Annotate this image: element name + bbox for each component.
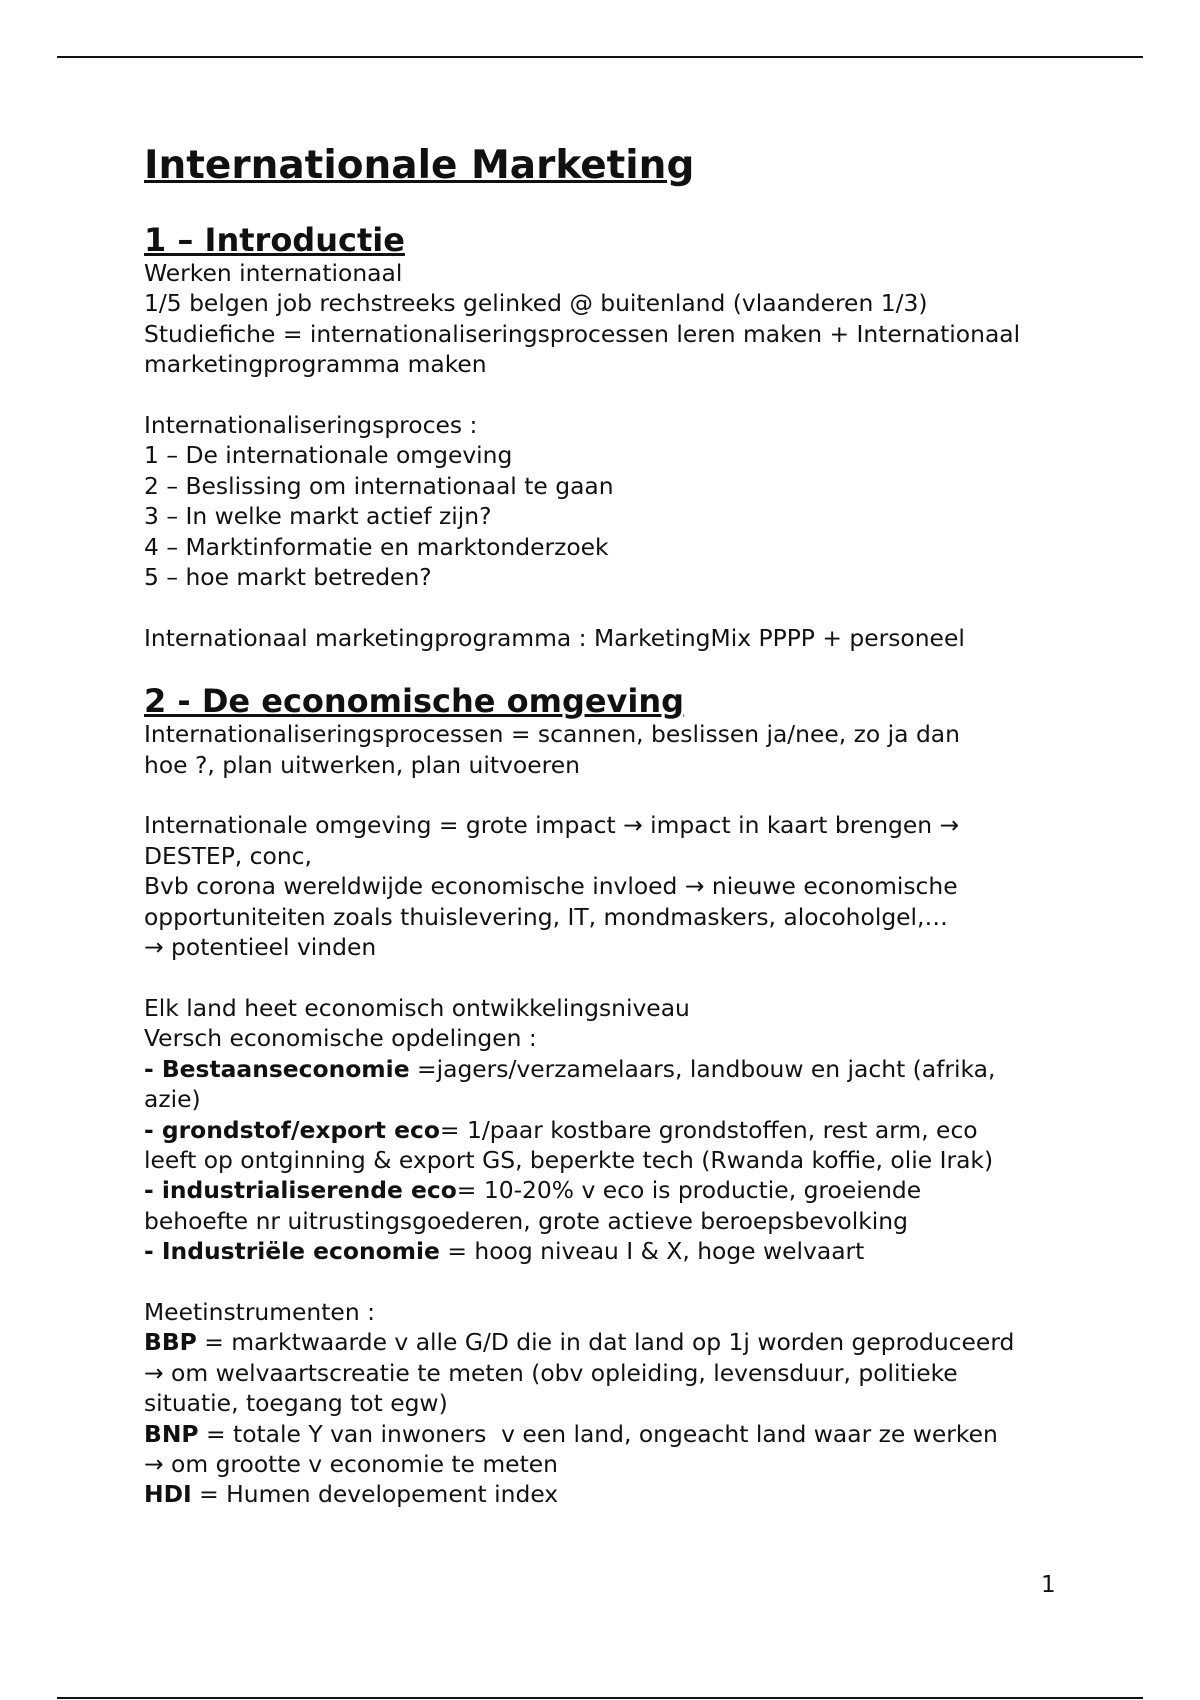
division-text: = 10-20% v eco is productie, groeiende bbox=[456, 1176, 922, 1205]
division-text: =jagers/verzamelaars, landbouw en jacht (afrika, bbox=[409, 1054, 996, 1083]
process-step: 3 – In welke markt actief zijn? bbox=[144, 502, 492, 531]
process-step: 1 – De internationale omgeving bbox=[144, 441, 513, 470]
text-line: → potentieel vinden bbox=[144, 933, 377, 962]
division-term: - industrialiserende eco bbox=[144, 1176, 457, 1205]
instrument-text: = marktwaarde v alle G/D die in dat land op 1j worden geproduceerd bbox=[196, 1328, 1015, 1357]
division-item bbox=[144, 1054, 1064, 1084]
division-cont: leeft op ontginning & export GS, beperkte tech (Rwanda koffie, olie Irak) bbox=[144, 1145, 994, 1174]
text-line: marketingprogramma maken bbox=[144, 350, 487, 379]
division-term: - grondstof/export eco bbox=[144, 1115, 440, 1144]
division-text: = 1/paar kostbare grondstoffen, rest arm, eco bbox=[439, 1115, 978, 1144]
text-line: Elk land heet economisch ontwikkelingsniveau bbox=[144, 993, 690, 1022]
text-line: opportuniteiten zoals thuislevering, IT, mondmaskers, alocoholgel,… bbox=[144, 902, 948, 931]
division-text: = hoog niveau I & X, hoge welvaart bbox=[439, 1237, 865, 1266]
instrument-term: HDI bbox=[144, 1480, 192, 1509]
division-item bbox=[144, 1115, 1064, 1145]
text-line: 1/5 belgen job rechstreeks gelinked @ buitenland (vlaanderen 1/3) bbox=[144, 289, 928, 318]
instrument-item bbox=[144, 1419, 1064, 1449]
division-term: - Bestaanseconomie bbox=[144, 1054, 410, 1083]
division-term: - Industriële economie bbox=[144, 1237, 440, 1266]
document-body bbox=[144, 140, 1064, 1510]
instrument-text: = Humen developement index bbox=[191, 1480, 559, 1509]
instrument-cont: → om welvaartscreatie te meten (obv opleiding, levensduur, politieke bbox=[144, 1358, 958, 1387]
instrument-item bbox=[144, 1327, 1064, 1357]
program-line: Internationaal marketingprogramma : MarketingMix PPPP + personeel bbox=[144, 623, 965, 652]
document-title: Internationale Marketing bbox=[144, 143, 695, 188]
instruments-title: Meetinstrumenten : bbox=[144, 1297, 375, 1326]
section-heading-economische-omgeving: 2 - De economische omgeving bbox=[144, 682, 685, 721]
header-rule bbox=[57, 56, 1143, 58]
instrument-cont: → om grootte v economie te meten bbox=[144, 1449, 558, 1478]
process-step: 5 – hoe markt betreden? bbox=[144, 563, 432, 592]
process-step: 2 – Beslissing om internationaal te gaan bbox=[144, 471, 614, 500]
page-number: 1 bbox=[1041, 1572, 1056, 1598]
text-line: Internationaliseringsprocessen = scannen, beslissen ja/nee, zo ja dan bbox=[144, 720, 960, 749]
division-item bbox=[144, 1236, 1064, 1266]
footer-rule bbox=[57, 1697, 1143, 1699]
division-cont: azie) bbox=[144, 1085, 201, 1114]
process-step: 4 – Marktinformatie en marktonderzoek bbox=[144, 532, 609, 561]
instrument-text: = totale Y van inwoners v een land, ongeacht land waar ze werken bbox=[198, 1419, 998, 1448]
instrument-item bbox=[144, 1479, 1064, 1509]
text-line: Versch economische opdelingen : bbox=[144, 1024, 537, 1053]
instrument-cont: situatie, toegang tot egw) bbox=[144, 1389, 448, 1418]
division-item bbox=[144, 1175, 1064, 1205]
instrument-term: BNP bbox=[144, 1419, 199, 1448]
instrument-term: BBP bbox=[144, 1328, 197, 1357]
text-line: DESTEP, conc, bbox=[144, 841, 312, 870]
text-line: Internationale omgeving = grote impact → impact in kaart brengen → bbox=[144, 811, 960, 840]
text-line: Werken internationaal bbox=[144, 259, 403, 287]
text-line: hoe ?, plan uitwerken, plan uitvoeren bbox=[144, 750, 580, 779]
text-line: Studiefiche = internationaliseringsprocessen leren maken + Internationaal bbox=[144, 319, 1021, 348]
division-cont: behoefte nr uitrustingsgoederen, grote actieve beroepsbevolking bbox=[144, 1206, 908, 1235]
section-heading-introductie: 1 – Introductie bbox=[144, 221, 405, 259]
text-line: Bvb corona wereldwijde economische invloed → nieuwe economische bbox=[144, 872, 958, 901]
process-title: Internationaliseringsproces : bbox=[144, 411, 478, 440]
